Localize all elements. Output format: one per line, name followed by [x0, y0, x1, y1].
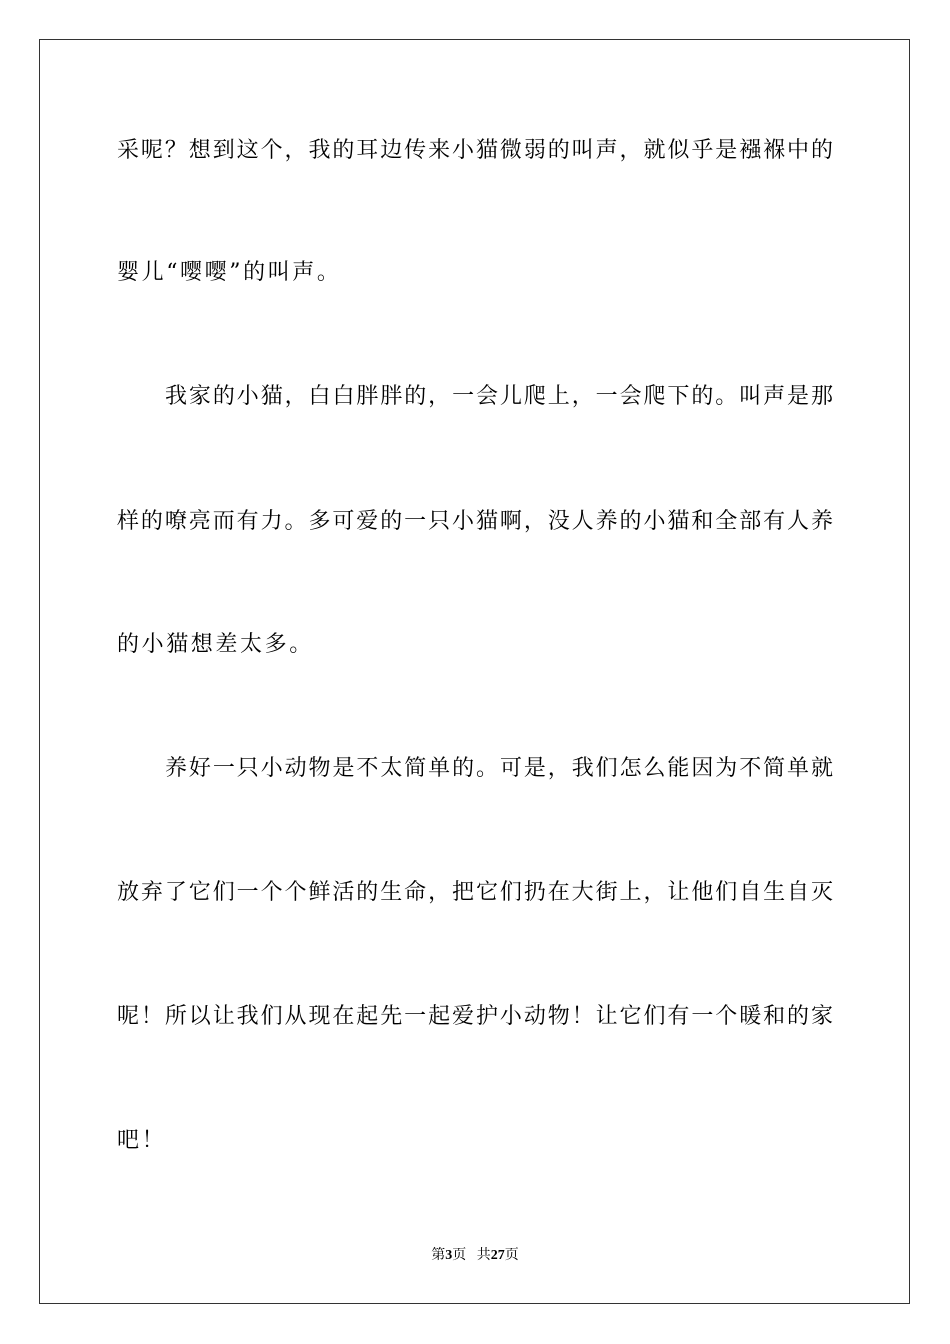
page-footer	[0, 1247, 950, 1265]
current-page-number: 3	[445, 1248, 453, 1263]
total-suffix: 页	[504, 1248, 519, 1263]
paragraph-line: 样的嘹亮而有力。多可爱的一只小猫啊，没人养的小猫和全部有人养	[117, 509, 833, 534]
total-prefix: 共	[476, 1248, 491, 1263]
paragraph-line: 采呢？想到这个，我的耳边传来小猫微弱的叫声，就似乎是襁褓中的	[117, 138, 833, 163]
paragraph-line: 的小猫想差太多。	[117, 632, 314, 657]
page-prefix: 第	[431, 1248, 446, 1263]
paragraph-line: 放弃了它们一个个鲜活的生命，把它们扔在大街上，让他们自生自灭	[117, 880, 833, 905]
paragraph-line: 吧！	[117, 1128, 167, 1153]
paragraph-line: 呢！所以让我们从现在起先一起爱护小动物！让它们有一个暖和的家	[117, 1004, 833, 1029]
page-border	[39, 39, 910, 1304]
paragraph-line: 养好一只小动物是不太简单的。可是，我们怎么能因为不简单就	[165, 756, 833, 781]
total-page-count: 27	[490, 1248, 505, 1263]
paragraph-line: 我家的小猫，白白胖胖的，一会儿爬上，一会爬下的。叫声是那	[165, 384, 833, 409]
paragraph-line: 婴儿“嘤嘤”的叫声。	[117, 260, 342, 285]
page-suffix: 页	[452, 1248, 467, 1263]
